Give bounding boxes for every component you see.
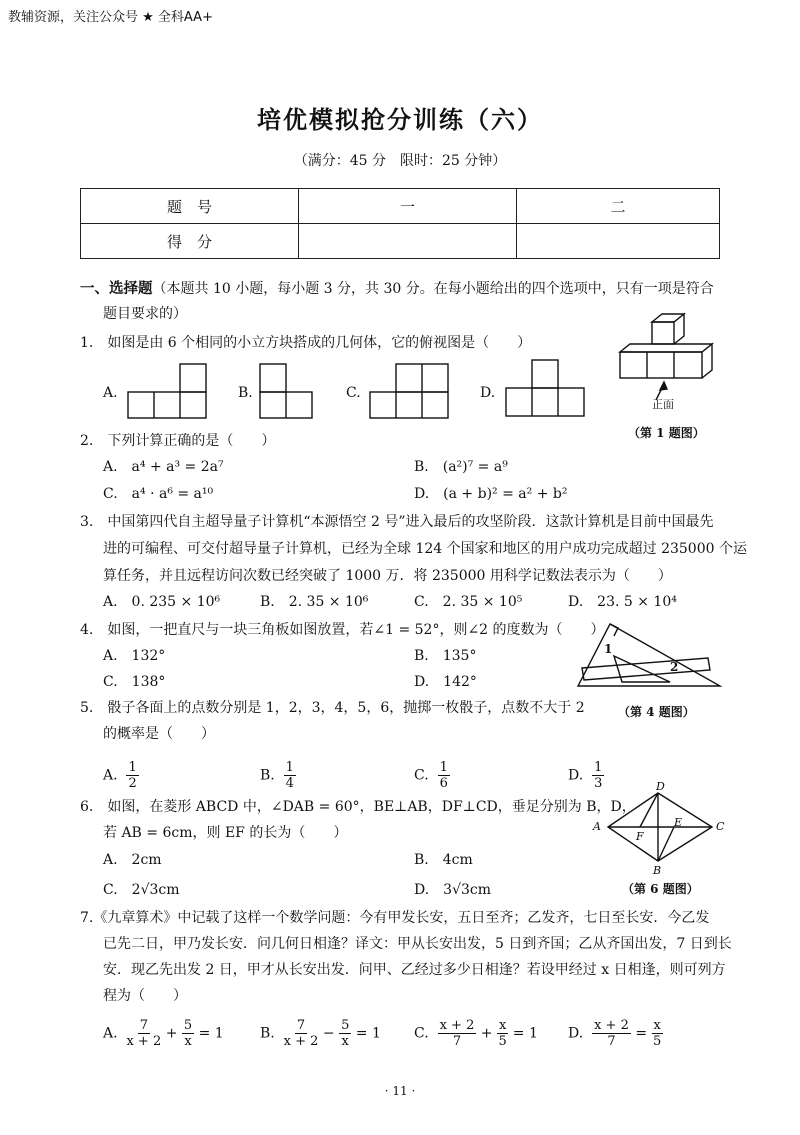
- q6-caption: （第 6 题图）: [622, 882, 699, 896]
- q6-stem-line1: 6. 如图，在菱形 ABCD 中，∠DAB = 60°，BE⊥AB，DF⊥CD，垂足分别为 B，D，: [80, 799, 636, 815]
- q1-option-d-figure: [502, 358, 588, 420]
- q4-ruler-triangle-figure: [574, 618, 724, 690]
- q3-stem-line1: 3. 中国第四代自主超导量子计算机“本源悟空 2 号”进入最后的攻坚阶段．这款计算机是目前中国最先: [80, 514, 714, 530]
- equals: = 1: [512, 1025, 538, 1042]
- operator: +: [480, 1025, 493, 1042]
- q4-option-c[interactable]: C. 138°: [103, 674, 166, 690]
- score-table: [80, 188, 720, 259]
- q4-option-b[interactable]: B. 135°: [414, 648, 477, 664]
- q5-option-a[interactable]: [103, 760, 139, 791]
- q1-option-d-label[interactable]: D.: [480, 385, 496, 401]
- q6-option-d[interactable]: D. 3√3cm: [414, 882, 492, 898]
- page-number: · 11 ·: [384, 1084, 416, 1098]
- option-label: A.: [103, 767, 118, 784]
- section-heading-line: [80, 279, 714, 299]
- q3-stem-line2: 进的可编程、可交付超导量子计算机，已经为全球 124 个国家和地区的用户成功完成超过 235000 个运: [103, 541, 747, 557]
- option-label: C.: [414, 1025, 429, 1042]
- q6-option-c[interactable]: C. 2√3cm: [103, 882, 180, 898]
- q1-option-b-label[interactable]: B.: [238, 385, 253, 401]
- q3-option-b[interactable]: B. 2. 35 × 10⁶: [260, 594, 369, 610]
- page-title: 培优模拟抢分训练（六）: [257, 105, 543, 134]
- fraction: $\frac{5}{x}$: [183, 1018, 193, 1049]
- table-cell: 题 号: [81, 189, 299, 224]
- q3-option-c[interactable]: C. 2. 35 × 10⁵: [414, 594, 523, 610]
- option-label: B.: [260, 1025, 275, 1042]
- equals: = 1: [198, 1025, 224, 1042]
- q7-option-d[interactable]: [568, 1018, 663, 1049]
- q6-point-e: E: [674, 816, 683, 829]
- q5-option-d[interactable]: [568, 760, 604, 791]
- q5-option-c[interactable]: [414, 760, 450, 791]
- option-label: A.: [103, 1025, 118, 1042]
- q1-caption: （第 1 题图）: [628, 426, 705, 440]
- q6-point-d: D: [656, 780, 665, 793]
- option-label: D.: [568, 767, 584, 784]
- fraction: $\frac{1}{6}$: [439, 760, 448, 791]
- q7-stem-line3: 安．现乙先出发 2 日，甲才从长安出发．问甲、乙经过多少日相逢？若设甲经过 x 日相逢，则可列方: [103, 962, 726, 978]
- q7-option-a[interactable]: [103, 1018, 224, 1049]
- q6-option-a[interactable]: A. 2cm: [103, 852, 162, 868]
- q3-option-d[interactable]: D. 23. 5 × 10⁴: [568, 594, 677, 610]
- q7-stem-line1: 7.《九章算术》中记载了这样一个数学问题：今有甲发长安，五日至齐；乙发齐，七日至长安．今乙发: [80, 910, 710, 926]
- header-watermark: 教辅资源，关注公众号 ★ 全科AA+: [8, 10, 213, 25]
- option-label: C.: [414, 767, 429, 784]
- fraction: $\frac{x}{5}$: [653, 1018, 662, 1049]
- table-cell: 二: [517, 189, 720, 224]
- q2-option-c[interactable]: C. a⁴ · a⁶ = a¹⁰: [103, 486, 214, 502]
- section-intro: （本题共 10 小题，每小题 3 分，共 30 分。在每小题给出的四个选项中，只有一项是符合: [152, 281, 714, 297]
- q2-option-a[interactable]: A. a⁴ + a³ = 2a⁷: [103, 459, 224, 475]
- q6-point-c: C: [716, 820, 725, 833]
- q5-stem-line2: 的概率是（ ）: [103, 726, 215, 742]
- q7-stem-line4: 程为（ ）: [103, 988, 187, 1004]
- table-cell: 一: [299, 189, 517, 224]
- score-input-cell[interactable]: [299, 224, 517, 259]
- q6-option-b[interactable]: B. 4cm: [414, 852, 473, 868]
- q1-option-c-figure: [368, 362, 452, 420]
- q1-option-a-label[interactable]: A.: [103, 385, 118, 401]
- q3-option-a[interactable]: A. 0. 235 × 10⁶: [103, 594, 221, 610]
- fraction: $\frac{1}{3}$: [594, 760, 603, 791]
- fraction: $\frac{7}{x + 2}$: [283, 1018, 319, 1049]
- score-table-row: [81, 189, 720, 224]
- q5-stem-line1: 5. 骰子各面上的点数分别是 1，2，3，4，5，6，抛掷一枚骰子，点数不大于 2: [80, 700, 585, 716]
- fraction: $\frac{1}{4}$: [285, 760, 294, 791]
- operator: −: [322, 1025, 335, 1042]
- q2-option-b[interactable]: B. (a²)⁷ = a⁹: [414, 459, 508, 475]
- q6-stem-line2: 若 AB = 6cm，则 EF 的长为（ ）: [103, 825, 348, 841]
- q4-option-d[interactable]: D. 142°: [414, 674, 477, 690]
- q2-stem: 2. 下列计算正确的是（ ）: [80, 433, 276, 449]
- fraction: $\frac{x + 2}{7}$: [439, 1018, 475, 1049]
- fraction: $\frac{7}{x + 2}$: [126, 1018, 162, 1049]
- q7-option-b[interactable]: [260, 1018, 381, 1049]
- q1-option-b-figure: [258, 362, 316, 420]
- table-cell: 得 分: [81, 224, 299, 259]
- option-label: D.: [568, 1025, 584, 1042]
- q4-angle-1-label: 1: [604, 642, 613, 656]
- option-label: B.: [260, 767, 275, 784]
- q4-stem: 4. 如图，一把直尺与一块三角板如图放置，若∠1 = 52°，则∠2 的度数为（ ）: [80, 622, 605, 638]
- q6-point-f: F: [636, 830, 644, 843]
- score-input-cell[interactable]: [517, 224, 720, 259]
- q4-angle-2-label: 2: [670, 660, 679, 674]
- score-table-row: [81, 224, 720, 259]
- q1-front-label: 正面: [652, 398, 674, 411]
- fraction: $\frac{1}{2}$: [128, 760, 137, 791]
- equals: =: [635, 1025, 648, 1042]
- page-subtitle: （满分：45 分 限时：25 分钟）: [293, 153, 507, 169]
- q6-rhombus-figure: [600, 785, 720, 869]
- q3-stem-line3: 算任务，并且远程访问次数已经突破了 1000 万．将 235000 用科学记数法表示为（ ）: [103, 568, 672, 584]
- equals: = 1: [355, 1025, 381, 1042]
- q1-option-a-figure: [126, 362, 210, 420]
- q6-point-a: A: [593, 820, 601, 833]
- q7-option-c[interactable]: [414, 1018, 538, 1049]
- q1-option-c-label[interactable]: C.: [346, 385, 361, 401]
- q4-caption: （第 4 题图）: [618, 705, 695, 719]
- q7-stem-line2: 已先二日，甲乃发长安．问几何日相逢？译文：甲从长安出发，5 日到齐国；乙从齐国出发，7 日到长: [103, 936, 732, 952]
- operator: +: [165, 1025, 178, 1042]
- q2-option-d[interactable]: D. (a + b)² = a² + b²: [414, 486, 568, 502]
- fraction: $\frac{x + 2}{7}$: [594, 1018, 629, 1049]
- q1-stem: 1. 如图是由 6 个相同的小立方块搭成的几何体，它的俯视图是（ ）: [80, 335, 532, 351]
- fraction: $\frac{x}{5}$: [498, 1018, 507, 1049]
- q4-option-a[interactable]: A. 132°: [103, 648, 166, 664]
- q5-option-b[interactable]: [260, 760, 296, 791]
- q6-point-b: B: [653, 864, 662, 877]
- fraction: $\frac{5}{x}$: [341, 1018, 350, 1049]
- section-heading: 一、选择题: [80, 280, 153, 297]
- section-intro-2: 题目要求的）: [103, 306, 187, 322]
